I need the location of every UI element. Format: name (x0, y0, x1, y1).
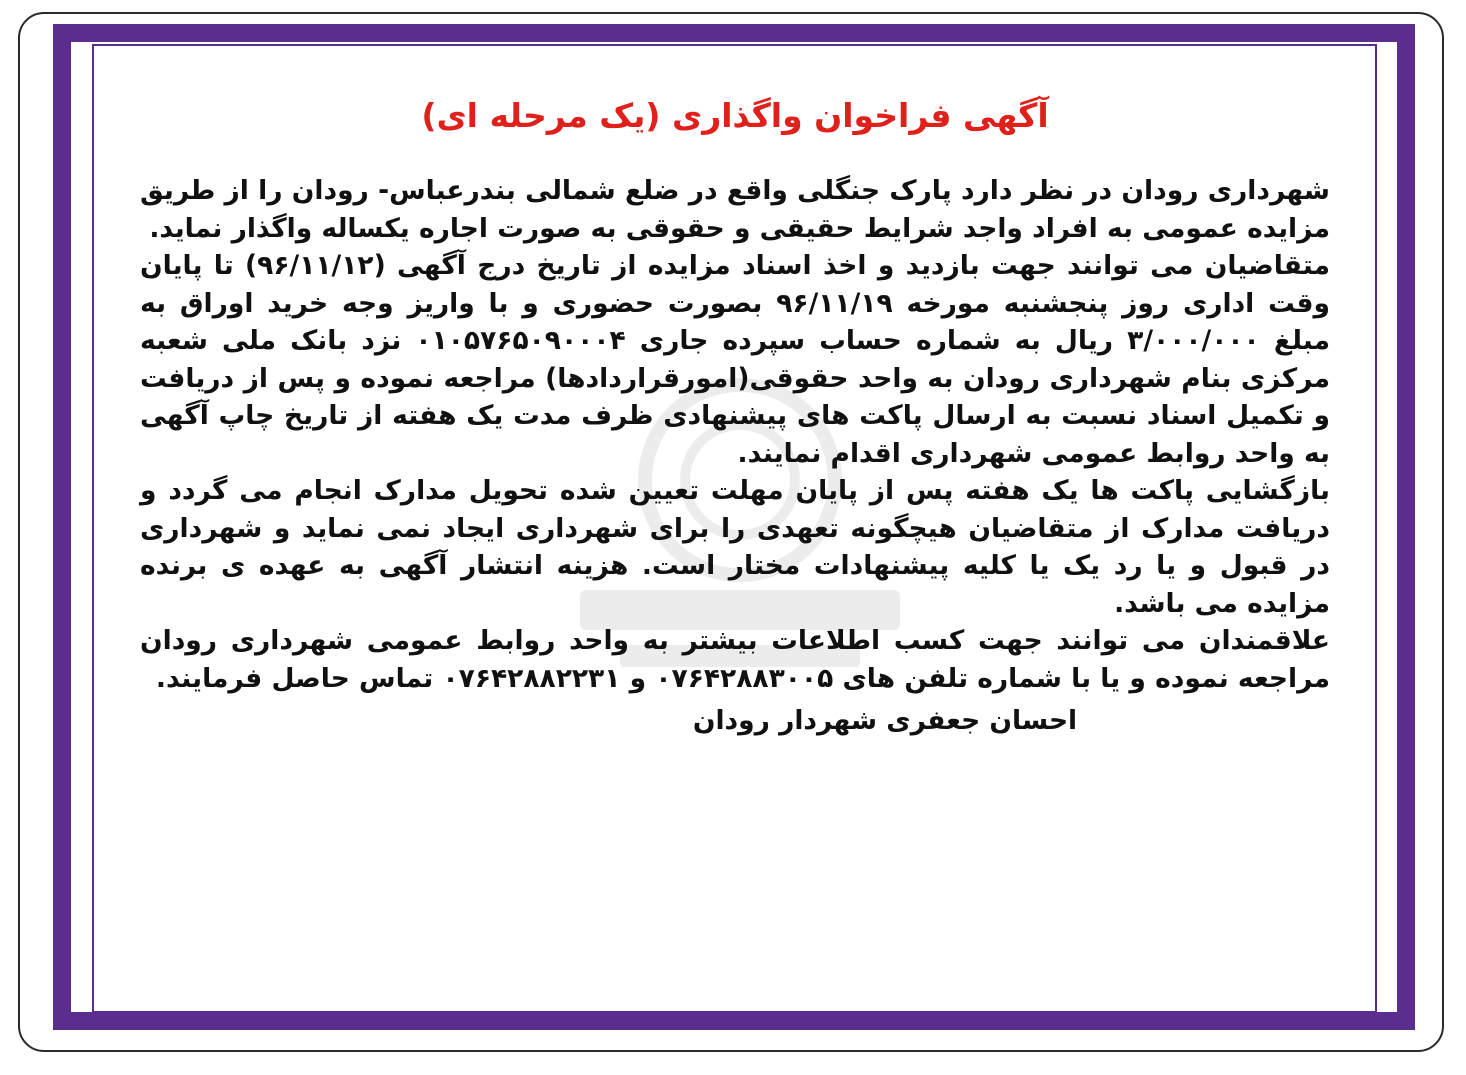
paragraph-contact: علاقمندان می توانند جهت کسب اطلاعات بیشتر به واحد روابط عمومی شهرداری رودان مراجعه نموده و یا با شماره تلفن های ۰۷۶۴۲۸۸۳۰۰۵ و ۰۷۶۴۲۸۸۲۲۳۱ تماس حاصل فرمایند. (140, 625, 1330, 694)
paragraph-intro: شهرداری رودان در نظر دارد پارک جنگلی واقع در ضلع شمالی بندرعباس- رودان را از طریق مزایده عمومی به افراد واجد شرایط حقیقی و حقوقی به صورت اجاره یکساله واگذار نماید. (140, 175, 1330, 244)
paragraph-opening: بازگشایی پاکت ها یک هفته پس از پایان مهلت تعیین شده تحویل مدارک انجام می گردد و دریافت مدارک از متقاضیان هیچگونه تعهدی را برای شهرداری ایجاد نمی نماید و شهرداری در قبول و یا رد یک یا کلیه پیشنهادات مختار است. هزینه انتشار آگهی به عهده ی برنده مزایده می باشد. (140, 475, 1330, 619)
paragraph-documents: متقاضیان می توانند جهت بازدید و اخذ اسناد مزایده از تاریخ درج آگهی (۹۶/۱۱/۱۲) تا پایان وقت اداری روز پنجشنبه مورخه ۹۶/۱۱/۱۹ بصورت حضوری و با واریز وجه خرید اوراق به مبلغ ۳/۰۰۰/۰۰۰ ریال به شماره حساب سپرده جاری ۰۱۰۵۷۶۵۰۹۰۰۰۴ نزد بانک ملی شعبه مرکزی بنام شهرداری رودان به واحد حقوقی(امورقراردادها) مراجعه نموده و پس از دریافت و تکمیل اسناد نسبت به ارسال پاکت های پیشنهادی ظرف مدت یک هفته از تاریخ چاپ آگهی به واحد روابط عمومی شهرداری اقدام نمایند. (140, 250, 1330, 469)
notice-content (140, 90, 1330, 741)
signature: احسان جعفری شهردار رودان (692, 705, 1078, 736)
notice-title: آگهی فراخوان واگذاری (یک مرحله ای) (421, 96, 1049, 135)
